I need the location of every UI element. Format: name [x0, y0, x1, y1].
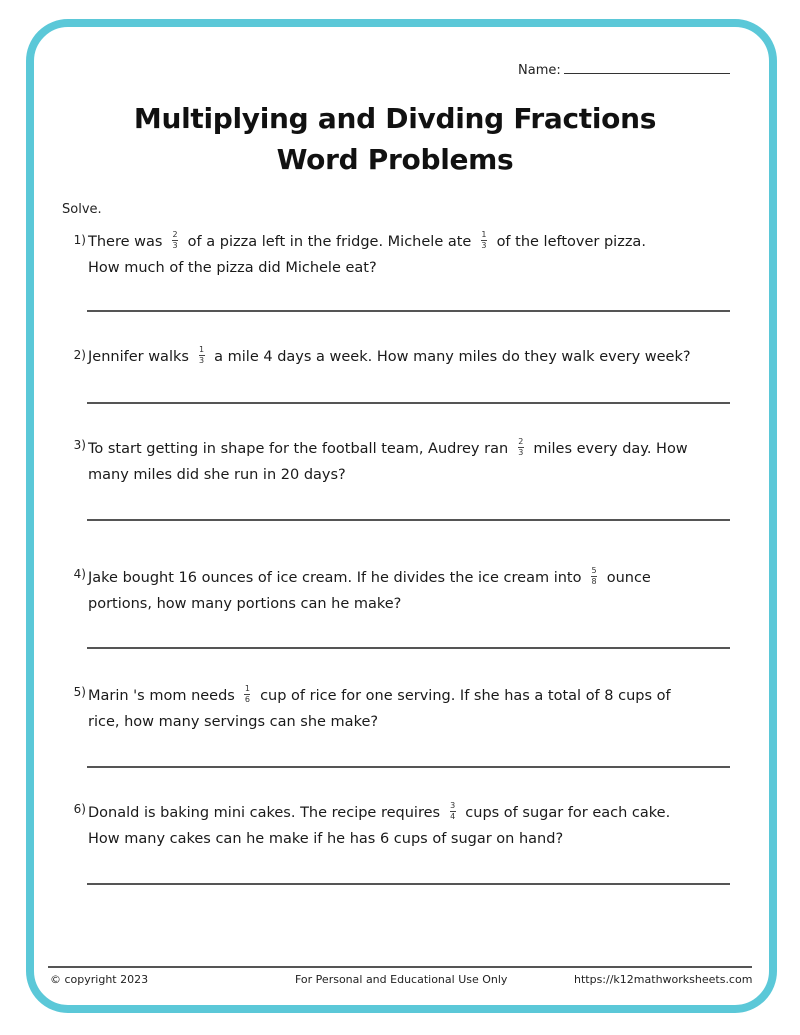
problem-number: 3) — [73, 438, 86, 452]
fraction: $\frac{2}{3}$ — [518, 436, 524, 457]
fraction: $\frac{2}{3}$ — [172, 229, 178, 250]
problem-number: 4) — [73, 567, 86, 581]
footer-copyright: © copyright 2023 — [50, 973, 149, 986]
problem-text: Donald is baking mini cakes. The recipe requires $\frac{3}{4}$ cups of sugar for each cake. How many cakes can he make if he has 6 cups of sugar on hand? — [88, 800, 671, 847]
answer-line-5[interactable] — [87, 766, 730, 768]
name-label: Name: — [518, 63, 561, 78]
fraction: $\frac{1}{3}$ — [481, 229, 487, 250]
footer-divider — [48, 966, 752, 968]
problem-number: 5) — [73, 685, 86, 699]
problem-text: Jennifer walks $\frac{1}{3}$ a mile 4 days a week. How many miles do they walk every week? — [88, 344, 691, 365]
problem-text: There was $\frac{2}{3}$ of a pizza left in the fridge. Michele ate $\frac{1}{3}$ of the leftover pizza. How much of the pizza did Michele eat? — [88, 229, 646, 276]
fraction: $\frac{1}{3}$ — [199, 344, 205, 365]
answer-line-4[interactable] — [87, 647, 730, 649]
title-line-2: Word Problems — [276, 143, 514, 176]
instructions: Solve. — [62, 202, 102, 217]
fraction: $\frac{1}{6}$ — [244, 683, 251, 704]
answer-line-2[interactable] — [87, 402, 730, 404]
problem-number: 2) — [73, 348, 86, 362]
problem-number: 1) — [73, 233, 86, 247]
fraction: $\frac{3}{4}$ — [450, 800, 456, 821]
answer-line-6[interactable] — [87, 883, 730, 885]
problem-number: 6) — [73, 802, 86, 816]
answer-line-3[interactable] — [87, 519, 730, 521]
problem-text: Jake bought 16 ounces of ice cream. If he divides the ice cream into $\frac{5}{8}$ ounce portions, how many portions can he make? — [88, 565, 651, 612]
problem-text: To start getting in shape for the football team, Audrey ran $\frac{2}{3}$ miles every day. How many miles did she run in 20 days? — [88, 436, 688, 483]
answer-line-1[interactable] — [87, 310, 730, 312]
title-line-1: Multiplying and Divding Fractions — [133, 102, 657, 135]
footer-usage: For Personal and Educational Use Only — [295, 973, 508, 986]
name-field[interactable] — [518, 61, 730, 78]
footer-url[interactable]: https://k12mathworksheets.com — [574, 973, 753, 986]
name-blank[interactable] — [564, 61, 730, 74]
fraction: $\frac{5}{8}$ — [591, 565, 597, 586]
problem-text: Marin 's mom needs $\frac{1}{6}$ cup of rice for one serving. If she has a total of 8 cups of rice, how many servings can she make? — [88, 683, 671, 730]
